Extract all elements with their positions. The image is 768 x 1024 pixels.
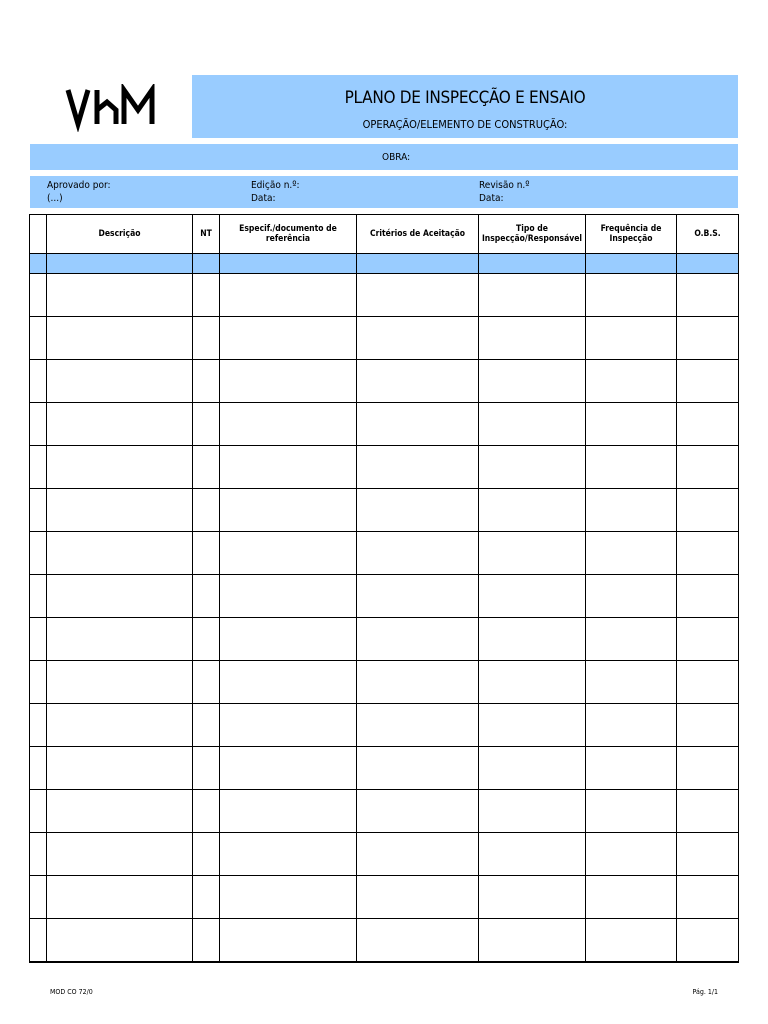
page-number: Pág. 1/1 <box>692 988 718 996</box>
table-cell[interactable] <box>677 919 739 963</box>
table-cell[interactable] <box>357 919 479 963</box>
table-cell[interactable] <box>30 446 47 489</box>
table-cell[interactable] <box>586 747 677 790</box>
table-row <box>30 360 739 403</box>
table-cell[interactable] <box>220 919 357 963</box>
approval-info-bar <box>30 176 738 208</box>
table-cell[interactable] <box>479 446 586 489</box>
approved-by-label: Aprovado por: <box>47 180 111 191</box>
table-cell <box>479 254 586 274</box>
table-cell[interactable] <box>30 532 47 575</box>
table-cell[interactable] <box>586 446 677 489</box>
table-cell[interactable] <box>193 403 220 446</box>
table-cell[interactable] <box>479 317 586 360</box>
table-cell[interactable] <box>30 489 47 532</box>
table-cell[interactable] <box>586 833 677 876</box>
table-cell[interactable] <box>357 403 479 446</box>
table-cell[interactable] <box>677 747 739 790</box>
table-cell[interactable] <box>47 403 193 446</box>
table-cell[interactable] <box>677 360 739 403</box>
table-cell[interactable] <box>30 403 47 446</box>
table-cell[interactable] <box>357 661 479 704</box>
table-cell[interactable] <box>193 919 220 963</box>
table-subheader-row <box>30 254 739 274</box>
table-cell[interactable] <box>30 790 47 833</box>
table-cell[interactable] <box>677 274 739 317</box>
column-header-especif: Especif./documento de referência <box>220 215 357 254</box>
table-cell[interactable] <box>220 360 357 403</box>
table-cell[interactable] <box>193 618 220 661</box>
table-cell[interactable] <box>30 575 47 618</box>
table-cell[interactable] <box>479 919 586 963</box>
table-cell[interactable] <box>357 876 479 919</box>
revision-date-label: Data: <box>479 193 504 204</box>
table-cell[interactable] <box>30 747 47 790</box>
table-row <box>30 403 739 446</box>
table-cell[interactable] <box>30 360 47 403</box>
table-row <box>30 790 739 833</box>
table-cell[interactable] <box>586 317 677 360</box>
table-cell[interactable] <box>479 360 586 403</box>
table-cell[interactable] <box>357 618 479 661</box>
table-row <box>30 661 739 704</box>
table-cell[interactable] <box>586 618 677 661</box>
table-cell[interactable] <box>479 618 586 661</box>
table-cell[interactable] <box>193 704 220 747</box>
table-cell[interactable] <box>479 790 586 833</box>
table-cell[interactable] <box>357 790 479 833</box>
table-cell[interactable] <box>47 876 193 919</box>
table-cell[interactable] <box>30 317 47 360</box>
table-cell[interactable] <box>479 747 586 790</box>
table-cell[interactable] <box>586 274 677 317</box>
table-row <box>30 747 739 790</box>
table-row <box>30 876 739 919</box>
table-cell[interactable] <box>357 532 479 575</box>
table-cell[interactable] <box>30 618 47 661</box>
table-cell[interactable] <box>586 704 677 747</box>
table-cell <box>677 254 739 274</box>
table-row <box>30 833 739 876</box>
table-cell[interactable] <box>220 446 357 489</box>
table-cell[interactable] <box>193 274 220 317</box>
table-cell[interactable] <box>220 661 357 704</box>
table-cell[interactable] <box>586 919 677 963</box>
table-cell[interactable] <box>357 833 479 876</box>
table-row <box>30 575 739 618</box>
table-cell[interactable] <box>193 747 220 790</box>
table-cell <box>47 254 193 274</box>
table-cell[interactable] <box>193 532 220 575</box>
table-cell[interactable] <box>677 704 739 747</box>
table-cell <box>220 254 357 274</box>
table-cell[interactable] <box>357 446 479 489</box>
table-cell[interactable] <box>47 446 193 489</box>
table-cell[interactable] <box>357 575 479 618</box>
table-row <box>30 446 739 489</box>
table-cell[interactable] <box>677 833 739 876</box>
table-cell[interactable] <box>47 790 193 833</box>
table-cell[interactable] <box>30 274 47 317</box>
table-cell[interactable] <box>220 532 357 575</box>
table-cell <box>193 254 220 274</box>
column-header-index <box>30 215 47 254</box>
table-cell[interactable] <box>479 575 586 618</box>
table-cell[interactable] <box>193 575 220 618</box>
table-cell <box>357 254 479 274</box>
column-header-tipo-inspeccao: Tipo de Inspecção/Responsável <box>479 215 586 254</box>
table-header-row <box>30 215 739 254</box>
title-block <box>192 75 738 138</box>
table-cell[interactable] <box>220 317 357 360</box>
table-cell[interactable] <box>677 403 739 446</box>
table-cell[interactable] <box>677 575 739 618</box>
table-cell[interactable] <box>677 661 739 704</box>
table-row <box>30 532 739 575</box>
table-cell[interactable] <box>479 876 586 919</box>
table-row <box>30 704 739 747</box>
table-cell[interactable] <box>47 747 193 790</box>
table-cell[interactable] <box>47 274 193 317</box>
table-cell[interactable] <box>586 575 677 618</box>
table-row <box>30 919 739 963</box>
form-code: MOD CO 72/0 <box>50 988 93 996</box>
table-cell[interactable] <box>193 661 220 704</box>
edition-label: Edição n.º: <box>251 180 300 191</box>
table-cell[interactable] <box>220 489 357 532</box>
column-header-nt: NT <box>193 215 220 254</box>
obra-bar <box>30 144 738 170</box>
table-cell[interactable] <box>357 747 479 790</box>
table-cell[interactable] <box>193 876 220 919</box>
table-cell[interactable] <box>193 489 220 532</box>
table-cell[interactable] <box>47 618 193 661</box>
table-cell[interactable] <box>30 661 47 704</box>
table-cell[interactable] <box>586 790 677 833</box>
approved-by-value: (...) <box>47 193 63 204</box>
table-cell[interactable] <box>677 446 739 489</box>
table-cell[interactable] <box>586 532 677 575</box>
table-cell[interactable] <box>479 532 586 575</box>
table-cell[interactable] <box>220 403 357 446</box>
table-cell[interactable] <box>479 489 586 532</box>
table-row <box>30 274 739 317</box>
table-cell[interactable] <box>47 661 193 704</box>
vhm-logo <box>64 84 158 132</box>
table-cell[interactable] <box>30 833 47 876</box>
table-cell[interactable] <box>47 704 193 747</box>
table-cell[interactable] <box>220 618 357 661</box>
table-cell <box>586 254 677 274</box>
vhm-logo-graphic <box>64 84 158 132</box>
document-title: PLANO DE INSPECÇÃO E ENSAIO <box>344 88 586 108</box>
obra-label: OBRA: <box>382 152 411 163</box>
table-cell[interactable] <box>586 661 677 704</box>
table-cell[interactable] <box>357 704 479 747</box>
table-cell[interactable] <box>220 790 357 833</box>
approved-by <box>47 179 111 205</box>
table-cell[interactable] <box>220 575 357 618</box>
edition <box>251 179 300 205</box>
table-row <box>30 489 739 532</box>
revision <box>479 179 530 205</box>
table-cell[interactable] <box>479 833 586 876</box>
column-header-frequencia: Frequência de Inspecção <box>586 215 677 254</box>
table-cell[interactable] <box>586 360 677 403</box>
table-row <box>30 317 739 360</box>
table-cell[interactable] <box>30 704 47 747</box>
table-cell[interactable] <box>357 274 479 317</box>
table-cell[interactable] <box>677 532 739 575</box>
table-cell[interactable] <box>47 360 193 403</box>
table-cell[interactable] <box>220 704 357 747</box>
table-cell[interactable] <box>479 661 586 704</box>
table-cell[interactable] <box>479 704 586 747</box>
table-cell[interactable] <box>30 876 47 919</box>
table-cell[interactable] <box>47 575 193 618</box>
table-cell[interactable] <box>586 876 677 919</box>
table-cell[interactable] <box>479 403 586 446</box>
table-cell[interactable] <box>193 446 220 489</box>
table-cell[interactable] <box>357 360 479 403</box>
table-cell[interactable] <box>220 833 357 876</box>
table-cell <box>30 254 47 274</box>
table-cell[interactable] <box>193 360 220 403</box>
table-cell[interactable] <box>220 876 357 919</box>
table-cell[interactable] <box>193 790 220 833</box>
table-cell[interactable] <box>47 532 193 575</box>
table-cell[interactable] <box>193 317 220 360</box>
table-cell[interactable] <box>47 317 193 360</box>
table-cell[interactable] <box>677 489 739 532</box>
table-cell[interactable] <box>677 790 739 833</box>
table-cell[interactable] <box>47 833 193 876</box>
table-cell[interactable] <box>677 317 739 360</box>
table-cell[interactable] <box>47 919 193 963</box>
table-cell[interactable] <box>357 489 479 532</box>
table-cell[interactable] <box>479 274 586 317</box>
table-cell[interactable] <box>220 747 357 790</box>
column-header-criterios: Critérios de Aceitação <box>357 215 479 254</box>
table-cell[interactable] <box>193 833 220 876</box>
inspection-table <box>29 214 739 963</box>
table-cell[interactable] <box>586 489 677 532</box>
table-cell[interactable] <box>47 489 193 532</box>
table-cell[interactable] <box>30 919 47 963</box>
table-row <box>30 618 739 661</box>
column-header-descricao: Descrição <box>47 215 193 254</box>
table-cell[interactable] <box>357 317 479 360</box>
edition-date-label: Data: <box>251 193 276 204</box>
table-cell[interactable] <box>677 876 739 919</box>
table-cell[interactable] <box>586 403 677 446</box>
column-header-obs: O.B.S. <box>677 215 739 254</box>
document-subtitle: OPERAÇÃO/ELEMENTO DE CONSTRUÇÃO: <box>362 118 568 131</box>
table-cell[interactable] <box>220 274 357 317</box>
table-cell[interactable] <box>677 618 739 661</box>
revision-label: Revisão n.º <box>479 180 530 191</box>
